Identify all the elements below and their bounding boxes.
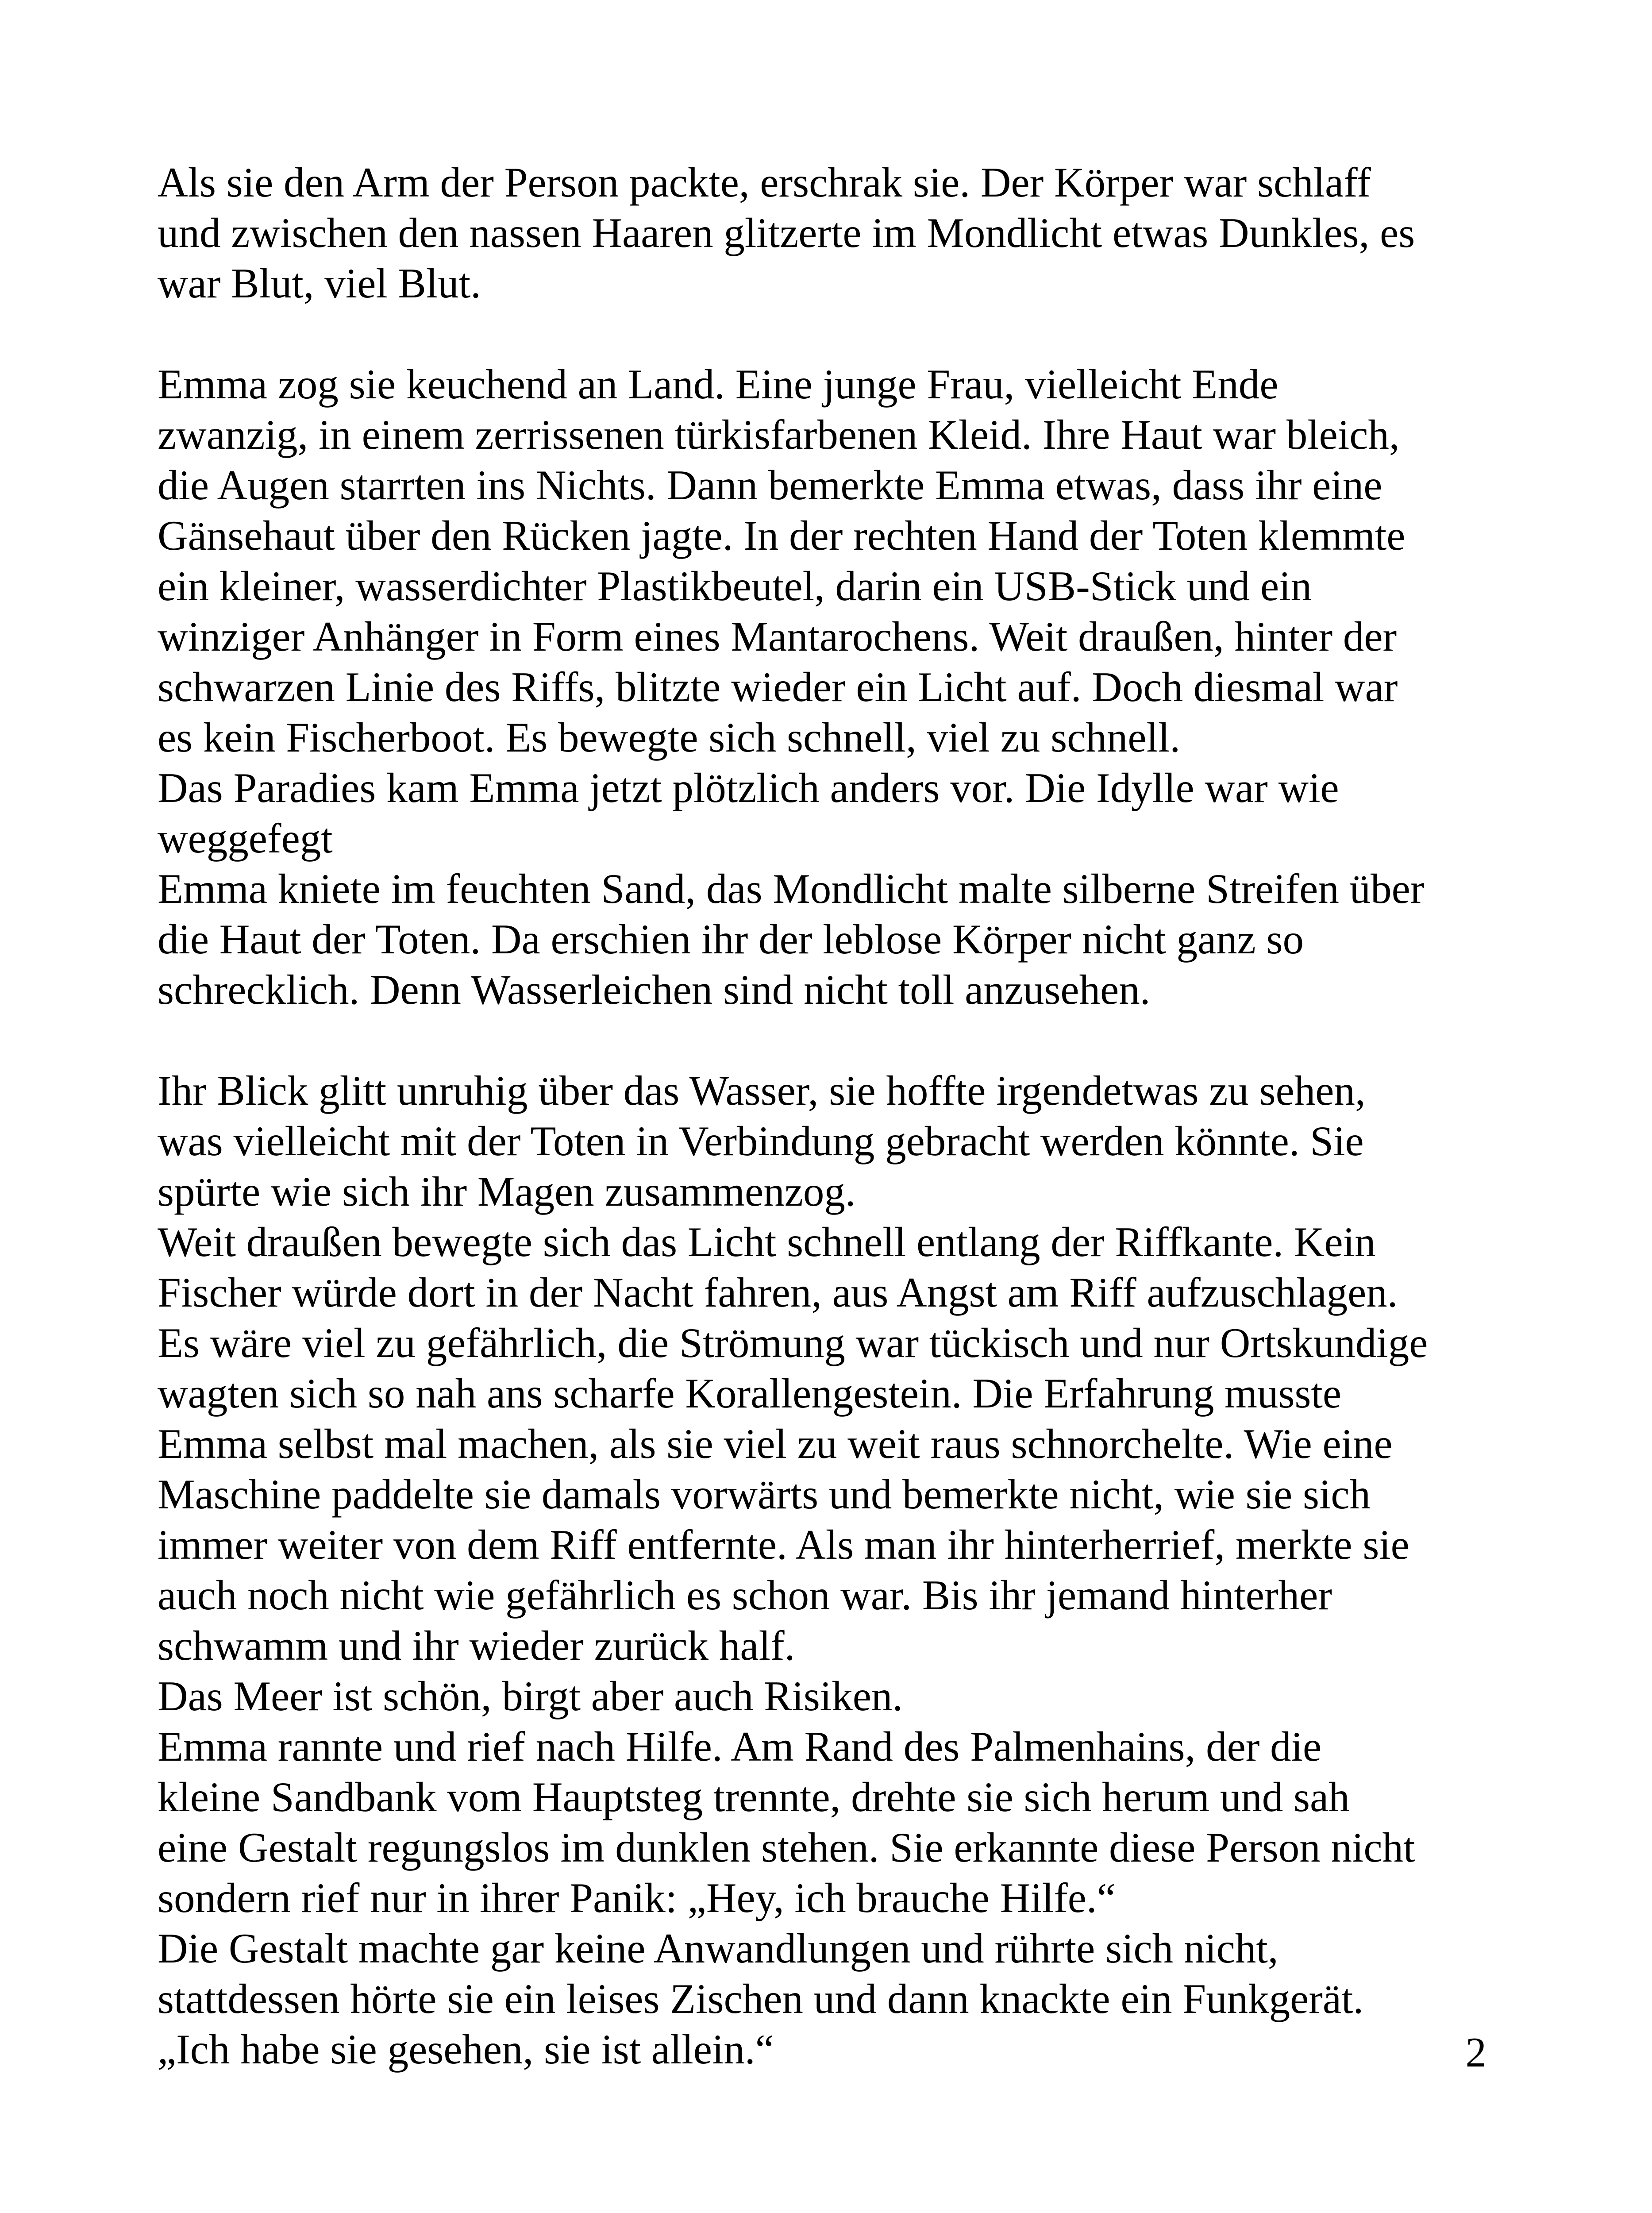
text-line: es kein Fischerboot. Es bewegte sich schnell, viel zu schnell. bbox=[158, 714, 1181, 761]
text-line: eine Gestalt regungslos im dunklen stehen. Sie erkannte diese Person nicht bbox=[158, 1824, 1415, 1871]
text-line: die Haut der Toten. Da erschien ihr der leblose Körper nicht ganz so bbox=[158, 916, 1304, 963]
text-line: Das Meer ist schön, birgt aber auch Risiken. bbox=[158, 1673, 903, 1720]
text-line: Das Paradies kam Emma jetzt plötzlich anders vor. Die Idylle war wie bbox=[158, 764, 1339, 811]
text-line: Emma kniete im feuchten Sand, das Mondlicht malte silberne Streifen über bbox=[158, 865, 1425, 912]
text-line: Die Gestalt machte gar keine Anwandlungen und rührte sich nicht, bbox=[158, 1925, 1278, 1972]
text-line: auch noch nicht wie gefährlich es schon war. Bis ihr jemand hinterher bbox=[158, 1572, 1332, 1619]
text-line: Fischer würde dort in der Nacht fahren, aus Angst am Riff aufzuschlagen. bbox=[158, 1269, 1398, 1316]
paragraph-3 bbox=[158, 1065, 1512, 2074]
text-line: Emma zog sie keuchend an Land. Eine junge Frau, vielleicht Ende bbox=[158, 361, 1278, 408]
paragraph-gap bbox=[158, 1015, 1512, 1065]
text-line: immer weiter von dem Riff entfernte. Als man ihr hinterherrief, merkte sie bbox=[158, 1521, 1409, 1568]
text-line: zwanzig, in einem zerrissenen türkisfarbenen Kleid. Ihre Haut war bleich, bbox=[158, 411, 1400, 458]
text-line: winziger Anhänger in Form eines Mantarochens. Weit draußen, hinter der bbox=[158, 613, 1397, 660]
text-line: sondern rief nur in ihrer Panik: „Hey, ich brauche Hilfe.“ bbox=[158, 1874, 1116, 1921]
text-line: weggefegt bbox=[158, 815, 333, 862]
text-line: „Ich habe sie gesehen, sie ist allein.“ bbox=[158, 2026, 774, 2073]
text-line: Ihr Blick glitt unruhig über das Wasser, sie hoffte irgendetwas zu sehen, bbox=[158, 1067, 1366, 1114]
text-line: schwamm und ihr wieder zurück half. bbox=[158, 1622, 795, 1669]
text-line: war Blut, viel Blut. bbox=[158, 260, 481, 307]
page-body bbox=[158, 157, 1512, 2074]
text-line: was vielleicht mit der Toten in Verbindung gebracht werden könnte. Sie bbox=[158, 1118, 1364, 1164]
text-line: kleine Sandbank vom Hauptsteg trennte, drehte sie sich herum und sah bbox=[158, 1773, 1350, 1820]
text-line: spürte wie sich ihr Magen zusammenzog. bbox=[158, 1168, 856, 1215]
text-line: Weit draußen bewegte sich das Licht schnell entlang der Riffkante. Kein bbox=[158, 1218, 1376, 1265]
text-line: Gänsehaut über den Rücken jagte. In der rechten Hand der Toten klemmte bbox=[158, 512, 1406, 559]
paragraph-1 bbox=[158, 157, 1512, 308]
page-number: 2 bbox=[1465, 2029, 1486, 2076]
text-line: ein kleiner, wasserdichter Plastikbeutel, darin ein USB-Stick und ein bbox=[158, 563, 1312, 609]
text-line: Emma rannte und rief nach Hilfe. Am Rand des Palmenhains, der die bbox=[158, 1723, 1322, 1770]
text-line: wagten sich so nah ans scharfe Korallengestein. Die Erfahrung musste bbox=[158, 1370, 1341, 1417]
text-line: Als sie den Arm der Person packte, erschrak sie. Der Körper war schlaff bbox=[158, 159, 1371, 206]
text-line: Es wäre viel zu gefährlich, die Strömung war tückisch und nur Ortskundige bbox=[158, 1319, 1428, 1366]
text-line: stattdessen hörte sie ein leises Zischen und dann knackte ein Funkgerät. bbox=[158, 1975, 1364, 2022]
paragraph-2 bbox=[158, 359, 1512, 1015]
text-line: die Augen starrten ins Nichts. Dann bemerkte Emma etwas, dass ihr eine bbox=[158, 462, 1382, 509]
text-line: Maschine paddelte sie damals vorwärts und bemerkte nicht, wie sie sich bbox=[158, 1471, 1371, 1518]
text-line: Emma selbst mal machen, als sie viel zu weit raus schnorchelte. Wie eine bbox=[158, 1420, 1393, 1467]
text-line: schrecklich. Denn Wasserleichen sind nicht toll anzusehen. bbox=[158, 966, 1151, 1013]
paragraph-gap bbox=[158, 308, 1512, 359]
text-line: und zwischen den nassen Haaren glitzerte im Mondlicht etwas Dunkles, es bbox=[158, 209, 1415, 256]
text-line: schwarzen Linie des Riffs, blitzte wieder ein Licht auf. Doch diesmal war bbox=[158, 663, 1398, 710]
